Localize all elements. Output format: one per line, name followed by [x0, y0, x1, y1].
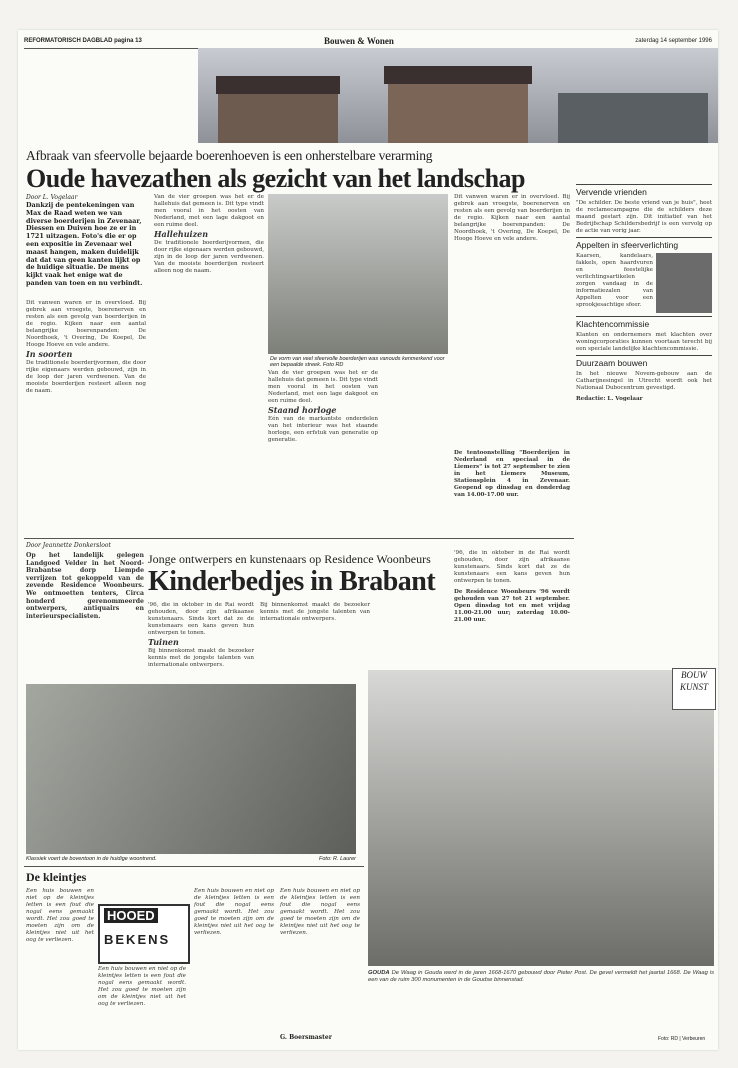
bedroom-photo-caption: [26, 856, 356, 862]
bouwkunst-logo: BOUW KUNST: [672, 668, 716, 710]
hooed-logo-bottom: BEKENS: [104, 932, 171, 947]
article1-lead: Dankzij de pentekeningen van Max de Raad weten we van diverse boerderijen in Zevenaar, Diessen en Duiven hoe ze er in 1721 uitzagen. Foto's die er op een expositie in Zevenaar wel maast hangen, maken duidelijk dat dat van geen kanten lijkt op de huidige situatie. De mens kijkt vaak het enige wat de panden van toen en nu verbindt.: [26, 201, 143, 287]
article1-subhead-1: In soorten: [26, 349, 73, 359]
gouda-waag-photo: [368, 670, 714, 966]
article1-col1: [26, 194, 146, 201]
article1-byline: Door L. Vogelaar: [26, 194, 78, 201]
article2-col2: [148, 602, 254, 669]
article2-subhead: Tuinen: [148, 637, 179, 647]
sidebar: [576, 182, 712, 403]
banner-building-3: [558, 93, 708, 143]
section-title: Bouwen & Wonen: [324, 36, 394, 46]
article1-subhead-3: Staand horloge: [268, 405, 337, 415]
bedroom-caption-text: Klassiek voert de boventoon in de huidige woontrend.: [26, 856, 157, 862]
article1-col4: [454, 194, 570, 243]
header-left: REFORMATORISCH DAGBLAD pagina 13: [24, 38, 142, 44]
farmhouse-photo-credit: Foto RD: [322, 362, 344, 368]
farmhouse-photo-caption: [270, 356, 450, 368]
article3-byline: G. Boersmaster: [280, 1034, 332, 1041]
article2-col1: [26, 542, 144, 620]
article1-col2: [154, 194, 264, 275]
banner-roof-2: [384, 66, 532, 84]
article3-col4: Een huis bouwen en niet op de kleintjes letten is een fout die nogal eens gemaakt wordt. Het zou goed te moeten zijn om de kleintjes niet uit het oog te verliezen.: [280, 888, 360, 936]
gouda-caption: [368, 970, 714, 984]
article1-headline: Oude havezathen als gezicht van het landschap: [26, 164, 525, 193]
farmhouse-photo: [268, 194, 448, 354]
article3-title: De kleintjes: [26, 870, 87, 884]
article1-body-text: Dit vanwen waren er in overvloed. Bij gebrek aan vroegste, boerenerven en resten als een gevolg van boerderijen in de regio. Kijken naar een aantal belangrijke boerenpanden: De Noordhoek, 't Overing, De Koepel, De Hooge Hoeve en vele andere.: [26, 300, 146, 348]
article2-kicker: Jonge ontwerpers en kunstenaars op Residence Woonbeurs: [148, 552, 431, 566]
banner-building-1: [218, 88, 338, 143]
article2-col3: [260, 602, 370, 623]
article2-byline: Door Jeannette Donkersloot: [26, 542, 111, 549]
sidebar-body-3: Klanten en ondernemers met klachten over woningcorporaties kunnen voortaan terecht bij een speciale landelijke klachtencommissie.: [576, 332, 712, 352]
bedroom-photo-credit: Foto: R. Laurer: [319, 856, 356, 862]
banner-building-2: [388, 78, 528, 143]
article1-subhead-2: Hallehuizen: [154, 229, 209, 239]
banner-photo: [198, 48, 718, 143]
gouda-credit: Foto: RD | Verbeuren: [658, 1036, 706, 1042]
article2-body-text-4: '96, die in oktober in de Rai wordt gehouden, door zijn afrikaanse kunstenaars. Sinds kort dat ze de kunstenaars een kans geven hun ontwerpen te tonen.: [454, 550, 570, 584]
candle-photo: [656, 253, 712, 313]
article1-body-text-7: Eén van de markantste onderdelen van het interieur was het staande horloge, een erfstuk van generatie op generatie.: [268, 416, 378, 443]
article2-body-text-3: Bij binnenkomst maakt de bezoeker kennis met de jongste talenten van internationale ontwerpers.: [260, 602, 370, 622]
hooed-logo-top: HOOED: [104, 908, 158, 923]
header-date: zaterdag 14 september 1996: [635, 38, 712, 44]
sidebar-body-4: In het nieuwe Novem-gebouw aan de Catharijnesingel in Utrecht wordt ook het Nationaal Dubocentrum gevestigd.: [576, 371, 712, 391]
gouda-caption-title: GOUDA: [368, 970, 390, 976]
article1-body-text-4: De traditionele boerderijvormen, die door rijke eigenaars werden gebouwd, zijn in de loop der jaren verdwenen. Van de mooiste boerderijen resteert alleen nog de naam.: [154, 240, 264, 274]
article2-headline: Kinderbedjes in Brabant: [148, 566, 436, 597]
banner-roof-1: [216, 76, 340, 94]
sidebar-editor: Redactie: L. Vogelaar: [576, 396, 643, 402]
article1-body-text-3: Van de vier groepen was het er de hallehuis dat gemeen is. Dit type vindt men vooral in het oosten van Nederland, met een lage dakgoot en een ruime deel.: [154, 194, 264, 228]
article1-col3b: [268, 370, 378, 444]
article2-info: De Residence Woonbeurs '96 wordt gehouden van 27 tot 21 september. Open dinsdag tot en met vrijdag 11.00-21.00 uur; zaterdag 10.00-21.00 uur.: [454, 589, 570, 623]
article1-body-text-5: Dit vanwen waren er in overvloed. Bij gebrek aan vroegste, boerenerven en resten als een gevolg van boerderijen in de regio. Kijken naar een aantal belangrijke boerenpanden: De Noordhoek, 't Overing, De Koepel, De Hooge Hoeve en vele andere.: [454, 194, 570, 242]
article3-col1: Een huis bouwen en niet op de kleintjes letten is een fout die nogal eens gemaakt wordt. Het zou goed te moeten zijn om de kleintjes niet uit het oog te verliezen.: [26, 888, 94, 943]
newspaper-page: [18, 30, 718, 1050]
hooed-logo: [98, 904, 190, 964]
article3-col3: Een huis bouwen en niet op de kleintjes letten is een fout die nogal eens gemaakt wordt. Het zou goed te moeten zijn om de kleintjes niet uit het oog te verliezen.: [194, 888, 274, 936]
article1-body-text-2: De traditionele boerderijvormen, die door rijke eigenaars werden gebouwd, zijn in de loop der jaren verdwenen. Van de mooiste boerderijen resteert alleen nog de naam.: [26, 360, 146, 394]
sidebar-body-2: Kaarsen, kandelaars, fakkels, open haardvuren en feestelijke verlichtingsartikelen zorgen vandaag in de informatiezalen van Appelten voor een sprookjesachtige sfeer.: [576, 253, 653, 308]
article2-body-text-2: Bij binnenkomst maakt de bezoeker kennis met de jongste talenten van internationale ontwerpers.: [148, 648, 254, 668]
bedroom-photo: [26, 684, 356, 854]
article1-kicker: Afbraak van sfeervolle bejaarde boerenhoeven is een onherstelbare verarming: [26, 148, 433, 163]
gouda-caption-text: De Waag in Gouda werd in de jaren 1668-1670 gebouwd door Pieter Post. De gevel vermeldt het jaartal 1668. De Waag is een van de ruim 300 monumenten in de Goudse binnenstad.: [368, 970, 714, 983]
article1-body-text-6: Van de vier groepen was het er de hallehuis dat gemeen is. Dit type vindt men vooral in het oosten van Nederland, met een lage dakgoot en een ruime deel.: [268, 370, 378, 404]
divider-1: [24, 538, 574, 539]
sidebar-body-1: "De schilder. De beste vriend van je huis", heet de reclamecampagne die de schilders deze maand gestart zijn. Dit initiatief van het Bedrijfschap Schildersbedrijf is een vervolg op de actie van vorig jaar.: [576, 200, 712, 234]
article1-info-box: De tentoonstelling "Boerderijen in Nederland en speciaal in de Liemers" is tot 27 september te zien in het Liemers Museum, Stationsplein 4 in Zevenaar. Geopend op dinsdag en donderdag van 14.00-17.00 uur.: [454, 450, 570, 498]
article2-body-text: '96, die in oktober in de Rai wordt gehouden, door zijn afrikaanse kunstenaars. Sinds kort dat ze de kunstenaars een kans geven hun ontwerpen te tonen.: [148, 602, 254, 636]
farmhouse-caption-text: De vorm van veel sfeervolle boerderijen was vanouds kenmerkend voor een bepaalde streek.: [270, 356, 445, 368]
article3-col2: Een huis bouwen en niet op de kleintjes letten is een fout die nogal eens gemaakt wordt. Het zou goed te moeten zijn om de kleintjes niet uit het oog te verliezen.: [98, 966, 186, 1007]
article2-col4: [454, 550, 570, 624]
article2-lead: Op het landelijk gelegen Landgoed Velder in het Noord-Brabantse dorp Liempde verrijzen tot gekoppeld van de zevende Residence Woonbeurs. We ontmoetten tenters, Circa honderd gerenommeerde ontwerpers, antiquairs en interieurspecialisten.: [26, 552, 144, 620]
sidebar-title-1: Vervende vrienden: [576, 184, 712, 197]
divider-2: [24, 866, 364, 867]
sidebar-title-2: Appelten in sfeerverlichting: [576, 237, 712, 250]
sidebar-title-4: Duurzaam bouwen: [576, 355, 712, 368]
article1-body: [26, 300, 146, 395]
sidebar-title-3: Klachtencommissie: [576, 316, 712, 329]
